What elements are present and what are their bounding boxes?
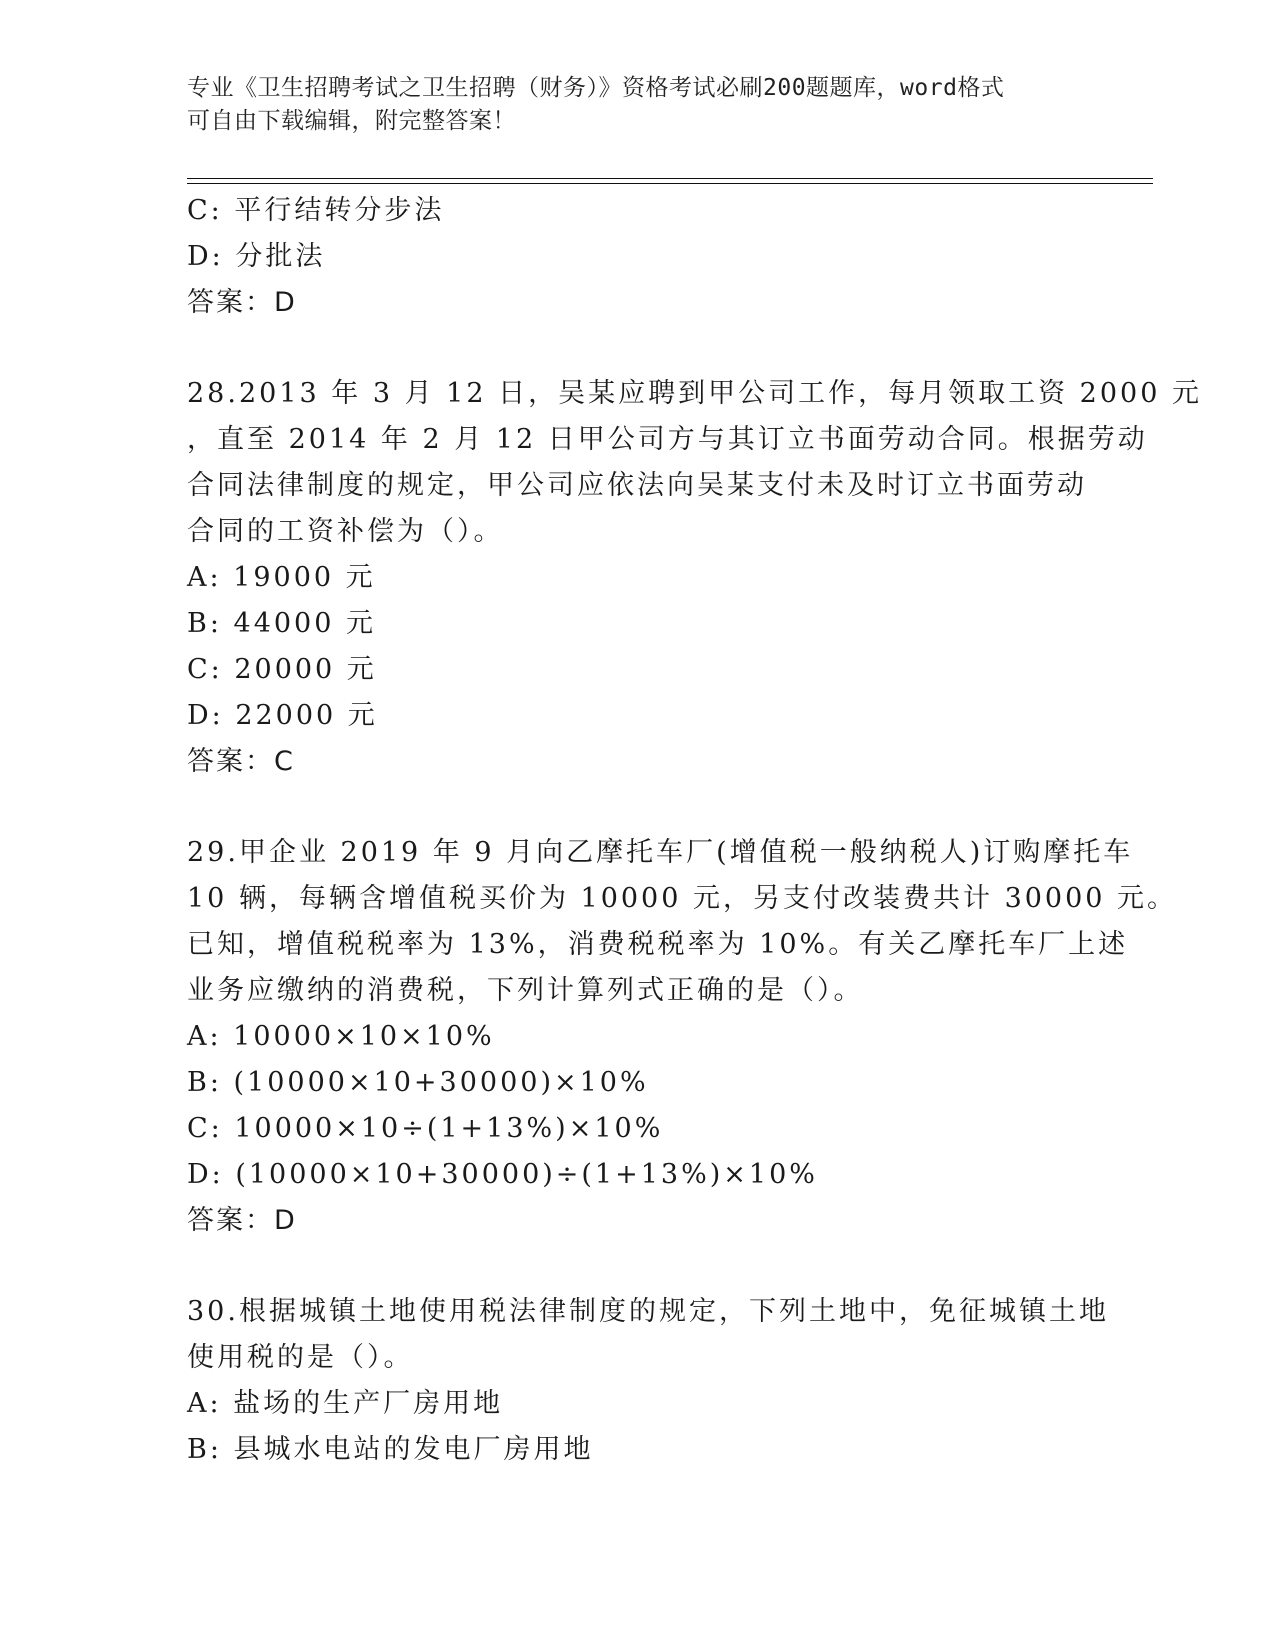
question-text-line: 合同的工资补偿为（）。	[187, 516, 504, 547]
question-text-line: 使用税的是（）。	[187, 1342, 414, 1373]
question-29	[187, 830, 1178, 1244]
question-27-tail	[187, 188, 1087, 326]
question-text-line: 10 辆，每辆含增值税买价为 10000 元，另支付改装费共计 30000 元。	[187, 883, 1178, 914]
option-a: A: 10000×10×10%	[187, 1021, 495, 1052]
option-b: B: 县城水电站的发电厂房用地	[187, 1434, 594, 1465]
question-text-line: 业务应缴纳的消费税，下列计算列式正确的是（）。	[187, 975, 864, 1006]
option-c: C: 平行结转分步法	[187, 195, 445, 226]
question-30	[187, 1289, 1109, 1473]
answer-line: 答案：D	[187, 1205, 297, 1236]
header-rule-top	[187, 178, 1153, 179]
option-a: A: 19000 元	[187, 562, 376, 593]
answer-line: 答案：C	[187, 746, 295, 777]
header-line-2: 可自由下载编辑，附完整答案！	[187, 108, 516, 134]
header-line-1: 专业《卫生招聘考试之卫生招聘（财务）》资格考试必刷200题题库，word格式	[187, 75, 1005, 101]
header-rule-bottom	[187, 183, 1153, 184]
option-b: B: (10000×10+30000)×10%	[187, 1067, 649, 1098]
option-d: D: 22000 元	[187, 700, 378, 731]
page-header	[187, 72, 1087, 138]
question-text-line: 已知，增值税税率为 13%，消费税税率为 10%。有关乙摩托车厂上述	[187, 929, 1129, 960]
question-text-line: 28.2013 年 3 月 12 日，吴某应聘到甲公司工作，每月领取工资 2000 元	[187, 378, 1202, 409]
question-text-line: 30.根据城镇土地使用税法律制度的规定，下列土地中，免征城镇土地	[187, 1296, 1109, 1327]
option-a: A: 盐场的生产厂房用地	[187, 1388, 504, 1419]
option-d: D: (10000×10+30000)÷(1+13%)×10%	[187, 1159, 818, 1190]
question-28	[187, 371, 1202, 785]
option-c: C: 20000 元	[187, 654, 377, 685]
question-text-line: ，直至 2014 年 2 月 12 日甲公司方与其订立书面劳动合同。根据劳动	[187, 424, 1148, 455]
option-c: C: 10000×10÷(1+13%)×10%	[187, 1113, 664, 1144]
question-text-line: 29.甲企业 2019 年 9 月向乙摩托车厂(增值税一般纳税人)订购摩托车	[187, 837, 1134, 868]
question-text-line: 合同法律制度的规定，甲公司应依法向吴某支付未及时订立书面劳动	[187, 470, 1087, 501]
answer-line: 答案：D	[187, 287, 297, 318]
option-b: B: 44000 元	[187, 608, 376, 639]
document-body	[187, 188, 1202, 1473]
option-d: D: 分批法	[187, 241, 326, 272]
